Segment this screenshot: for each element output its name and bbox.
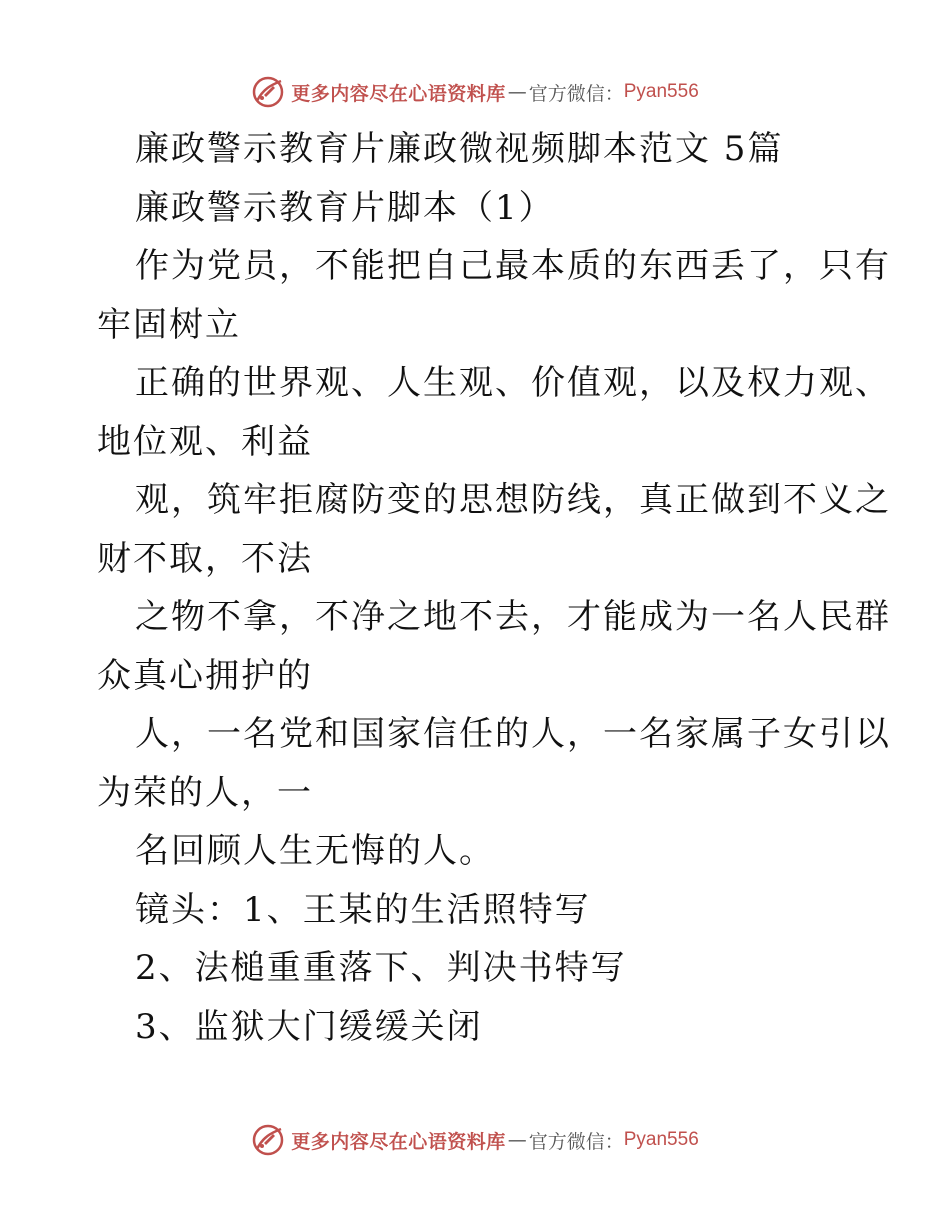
paragraph-line: 名回顾人生无悔的人。: [135, 831, 495, 871]
paragraph-line: 地位观、利益: [97, 421, 313, 462]
paragraph-line: 财不取，不法: [97, 538, 313, 579]
paragraph-line: 之物不拿，不净之地不去，才能成为一名人民群: [135, 597, 891, 637]
footer-banner: [0, 1120, 950, 1160]
shot-list-item: 镜头：1、王某的生活照特写: [135, 889, 591, 930]
banner-handle: Pyan556: [623, 81, 699, 102]
paragraph-line: 众真心拥护的: [97, 655, 313, 696]
document-title: 廉政警示教育片廉政微视频脚本范文 5篇: [135, 129, 784, 169]
banner-label: 官方微信：: [528, 1130, 624, 1153]
shot-list-item: 3、监狱大门缓缓关闭: [135, 1006, 483, 1047]
banner-separator: —: [507, 81, 527, 103]
banner-handle: Pyan556: [623, 1129, 699, 1150]
banner-label: 官方微信：: [528, 82, 624, 105]
paragraph-line: 人，一名党和国家信任的人，一名家属子女引以: [135, 714, 891, 754]
banner-text: 更多内容尽在心语资料库: [291, 82, 506, 105]
paragraph-line: 牢固树立: [97, 304, 241, 345]
paragraph-line: 正确的世界观、人生观、价值观，以及权力观、: [135, 363, 891, 403]
document-body: [97, 120, 891, 1056]
header-banner: [0, 72, 950, 112]
brand-logo-icon: [251, 1123, 285, 1157]
brand-logo-icon: [251, 75, 285, 109]
section-heading: 廉政警示教育片脚本（1）: [135, 187, 555, 228]
banner-text: 更多内容尽在心语资料库: [291, 1130, 506, 1153]
paragraph-line: 作为党员，不能把自己最本质的东西丢了，只有: [135, 246, 891, 286]
shot-list-item: 2、法槌重重落下、判决书特写: [135, 948, 627, 988]
banner-separator: —: [507, 1129, 527, 1151]
paragraph-line: 为荣的人，一: [97, 772, 313, 813]
paragraph-line: 观，筑牢拒腐防变的思想防线，真正做到不义之: [135, 480, 891, 520]
